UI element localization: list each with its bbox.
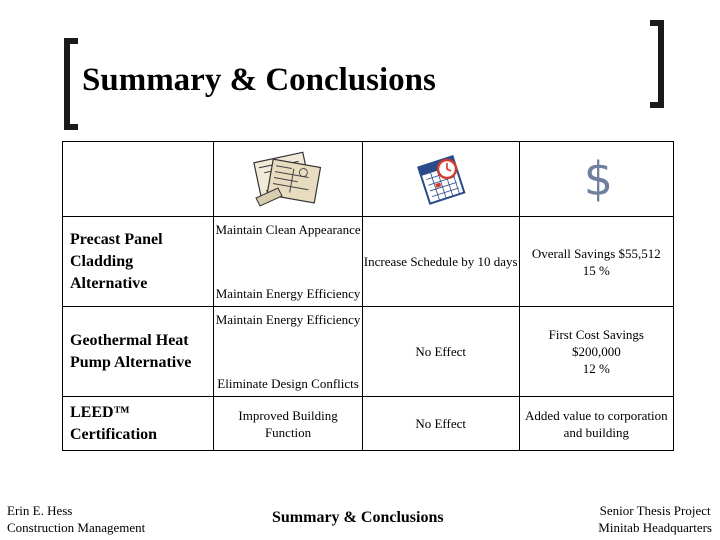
table-header-row <box>63 142 674 217</box>
slide-title: Summary & Conclusions <box>82 62 436 98</box>
row-label-leed: LEED™ Certification <box>63 397 214 451</box>
title-bracket-right <box>650 20 664 108</box>
footer-section-title: Summary & Conclusions <box>272 509 444 526</box>
header-cost-cell <box>519 142 673 217</box>
title-bracket-left <box>64 38 78 130</box>
geothermal-system-item: Eliminate Design Conflicts <box>217 376 359 391</box>
table-row <box>63 397 674 451</box>
footer-author-name: Erin E. Hess <box>7 503 73 518</box>
geothermal-cost-line: First Cost Savings <box>548 327 644 342</box>
geothermal-system-cell <box>214 307 362 397</box>
geothermal-cost-cell <box>519 307 673 397</box>
table-row <box>63 217 674 307</box>
precast-system-cell <box>214 217 362 307</box>
leed-schedule-cell: No Effect <box>362 397 519 451</box>
header-systems-cell <box>214 142 362 217</box>
row-label-geothermal: Geothermal Heat Pump Alternative <box>63 307 214 397</box>
leed-system-cell: Improved Building Function <box>214 397 362 451</box>
leed-cost-cell: Added value to corporation and building <box>519 397 673 451</box>
header-schedule-cell <box>362 142 519 217</box>
footer-author <box>7 502 145 536</box>
geothermal-system-item: Maintain Energy Efficiency <box>215 312 361 327</box>
blueprint-drawings-icon <box>248 148 328 210</box>
precast-cost-line: Overall Savings $55,512 <box>531 245 661 261</box>
footer-project-line: Minitab Headquarters <box>598 520 712 535</box>
precast-system-item: Maintain Clean Appearance <box>215 222 361 237</box>
calendar-clock-icon <box>413 151 469 207</box>
row-label-precast: Precast Panel Cladding Alternative <box>63 217 214 307</box>
geothermal-cost-line: 12 % <box>582 361 610 376</box>
footer-author-dept: Construction Management <box>7 520 146 535</box>
precast-schedule-cell: Increase Schedule by 10 days <box>362 217 519 307</box>
precast-cost-cell <box>519 217 673 307</box>
precast-cost-line: 15 % <box>582 262 610 278</box>
header-blank-cell <box>63 142 214 217</box>
geothermal-schedule-cell: No Effect <box>362 307 519 397</box>
footer-project-line: Senior Thesis Project <box>599 503 711 518</box>
geothermal-cost-line: $200,000 <box>571 344 621 359</box>
footer-project <box>598 502 712 536</box>
table-row <box>63 307 674 397</box>
precast-system-item: Maintain Energy Efficiency <box>215 286 361 301</box>
dollar-sign-icon: $ <box>583 152 613 206</box>
summary-table <box>62 141 674 451</box>
